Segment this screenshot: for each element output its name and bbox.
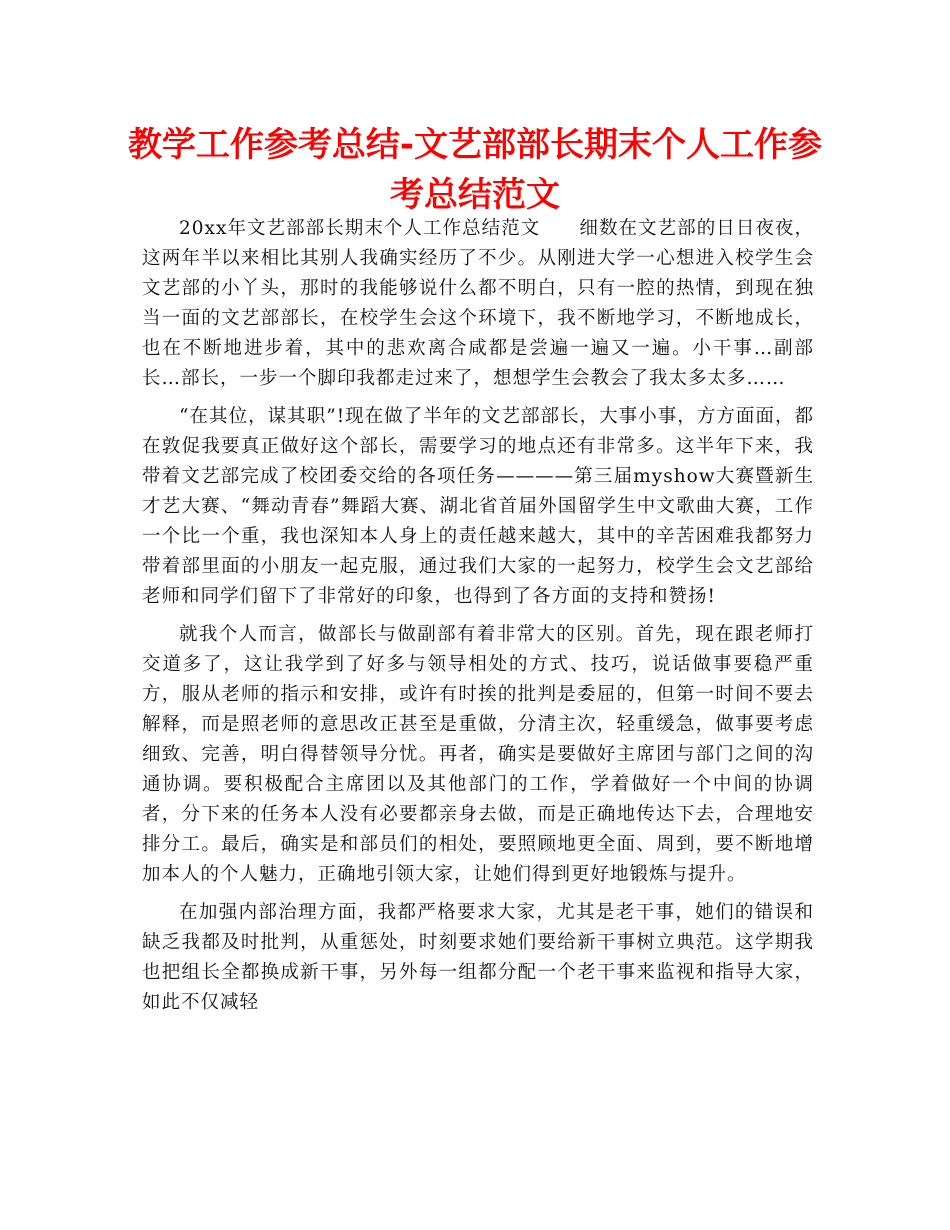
paragraph-3: 就我个人而言，做部长与做副部有着非常大的区别。首先，现在跟老师打交道多了，这让我学到了好多与领导相处的方式、技巧，说话做事要稳严重方，服从老师的指示和安排，或许有时挨的批判是委屈的，但第一时间不要去解释，而是照老师的意思改正甚至是重做，分清主次，轻重缓急，做事要考虑细致、完善，明白得替领导分忧。再者，确实是要做好主席团与部门之间的沟通协调。要积极配合主席团以及其他部门的工作，学着做好一个中间的协调者，分下来的任务本人没有必要都亲身去做，而是正确地传达下去，合理地安排分工。最后，确实是和部员们的相处，要照顾地更全面、周到，要不断地增加本人的个人魅力，正确地引领大家，让她们得到更好地锻炼与提升。 <box>142 624 814 885</box>
paragraph-4: 在加强内部治理方面，我都严格要求大家，尤其是老干事，她们的错误和缺乏我都及时批判，从重惩处，时刻要求她们要给新干事树立典范。这学期我也把组长全都换成新干事，另外每一组都分配一个老干事来监视和指导大家，如此不仅减轻 <box>142 902 814 1013</box>
paragraph-2: “在其位，谋其职”!现在做了半年的文艺部部长，大事小事，方方面面，都在敦促我要真正做好这个部长，需要学习的地点还有非常多。这半年下来，我带着文艺部完成了校团委交给的各项任务————第三届myshow大赛暨新生才艺大赛、“舞动青春”舞蹈大赛、湖北省首届外国留学生中文歌曲大赛，工作一个比一个重，我也深知本人身上的责任越来越大，其中的辛苦困难我都努力带着部里面的小朋友一起克服，通过我们大家的一起努力，校学生会文艺部给老师和同学们留下了非常好的印象，也得到了各方面的支持和赞扬! <box>142 406 814 607</box>
page-title: 教学工作参考总结-文艺部部长期末个人工作参考总结范文 <box>127 125 823 215</box>
document-body <box>142 214 814 1026</box>
paragraph-1: 20xx年文艺部部长期末个人工作总结范文 细数在文艺部的日日夜夜，这两年半以来相比其别人我确实经历了不少。从刚进大学一心想进入校学生会文艺部的小丫头，那时的我能够说什么都不明白，只有一腔的热情，到现在独当一面的文艺部部长，在校学生会这个环境下，我不断地学习，不断地成长，也在不断地进步着，其中的悲欢离合咸都是尝遍一遍又一遍。小干事…副部长…部长，一步一个脚印我都走过来了，想想学生会教会了我太多太多…… <box>142 218 814 389</box>
